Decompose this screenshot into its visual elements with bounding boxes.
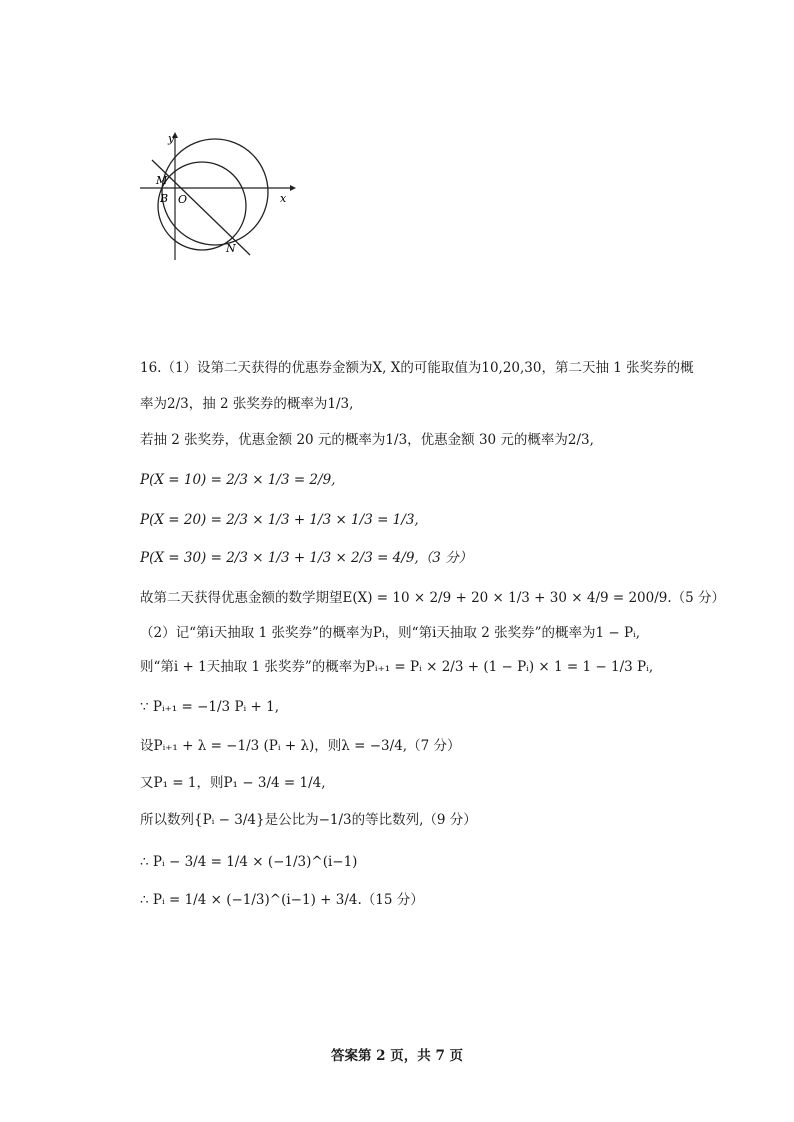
page-footer: 答案第 2 页，共 7 页 bbox=[330, 1048, 464, 1064]
line-4: P(X = 10) = 2/3 × 1/3 = 2/9, bbox=[140, 472, 336, 488]
line-9: 则“第i + 1天抽取 1 张奖券”的概率为Pᵢ₊₁ = Pᵢ × 2/3 + (1 − Pᵢ) × 1 = 1 − 1/3 Pᵢ, bbox=[140, 659, 654, 675]
line-14: ∴ Pᵢ − 3/4 = 1/4 × (−1/3)^(i−1) bbox=[140, 854, 358, 870]
line-7: 故第二天获得优惠金额的数学期望E(X) = 10 × 2/9 + 20 × 1/3 + 30 × 4/9 = 200/9.（5 分） bbox=[140, 590, 726, 606]
line-6: P(X = 30) = 2/3 × 1/3 + 1/3 × 2/3 = 4/9,（3 分） bbox=[140, 550, 473, 566]
label-B: B bbox=[160, 192, 169, 205]
line-1: 16.（1）设第二天获得的优惠券金额为X, X的可能取值为10,20,30，第二天抽 1 张奖券的概 bbox=[140, 360, 694, 376]
label-O: O bbox=[178, 193, 188, 206]
label-M: M bbox=[156, 174, 168, 187]
label-y: y bbox=[168, 132, 175, 145]
line-11: 设Pᵢ₊₁ + λ = −1/3 (Pᵢ + λ)，则λ = −3/4,（7 分） bbox=[140, 738, 461, 754]
line-10: ∵ Pᵢ₊₁ = −1/3 Pᵢ + 1, bbox=[140, 699, 280, 715]
line-3: 若抽 2 张奖券，优惠金额 20 元的概率为1/3，优惠金额 30 元的概率为2/3, bbox=[140, 432, 594, 448]
label-N: N bbox=[226, 242, 236, 255]
line-13: 所以数列{Pᵢ − 3/4}是公比为−1/3的等比数列,（9 分） bbox=[140, 812, 477, 828]
label-x: x bbox=[280, 192, 287, 205]
line-5: P(X = 20) = 2/3 × 1/3 + 1/3 × 1/3 = 1/3, bbox=[140, 512, 419, 528]
small-circle bbox=[158, 162, 246, 250]
circle-figure bbox=[130, 130, 300, 265]
line-2: 率为2/3，抽 2 张奖券的概率为1/3, bbox=[140, 396, 354, 412]
large-circle bbox=[162, 139, 268, 245]
line-15: ∴ Pᵢ = 1/4 × (−1/3)^(i−1) + 3/4.（15 分） bbox=[140, 892, 424, 908]
line-8: （2）记“第i天抽取 1 张奖券”的概率为Pᵢ，则“第i天抽取 2 张奖券”的概率为1 − Pᵢ, bbox=[140, 625, 641, 641]
line-12: 又P₁ = 1，则P₁ − 3/4 = 1/4, bbox=[140, 775, 326, 791]
x-axis-arrow-icon bbox=[290, 185, 296, 191]
